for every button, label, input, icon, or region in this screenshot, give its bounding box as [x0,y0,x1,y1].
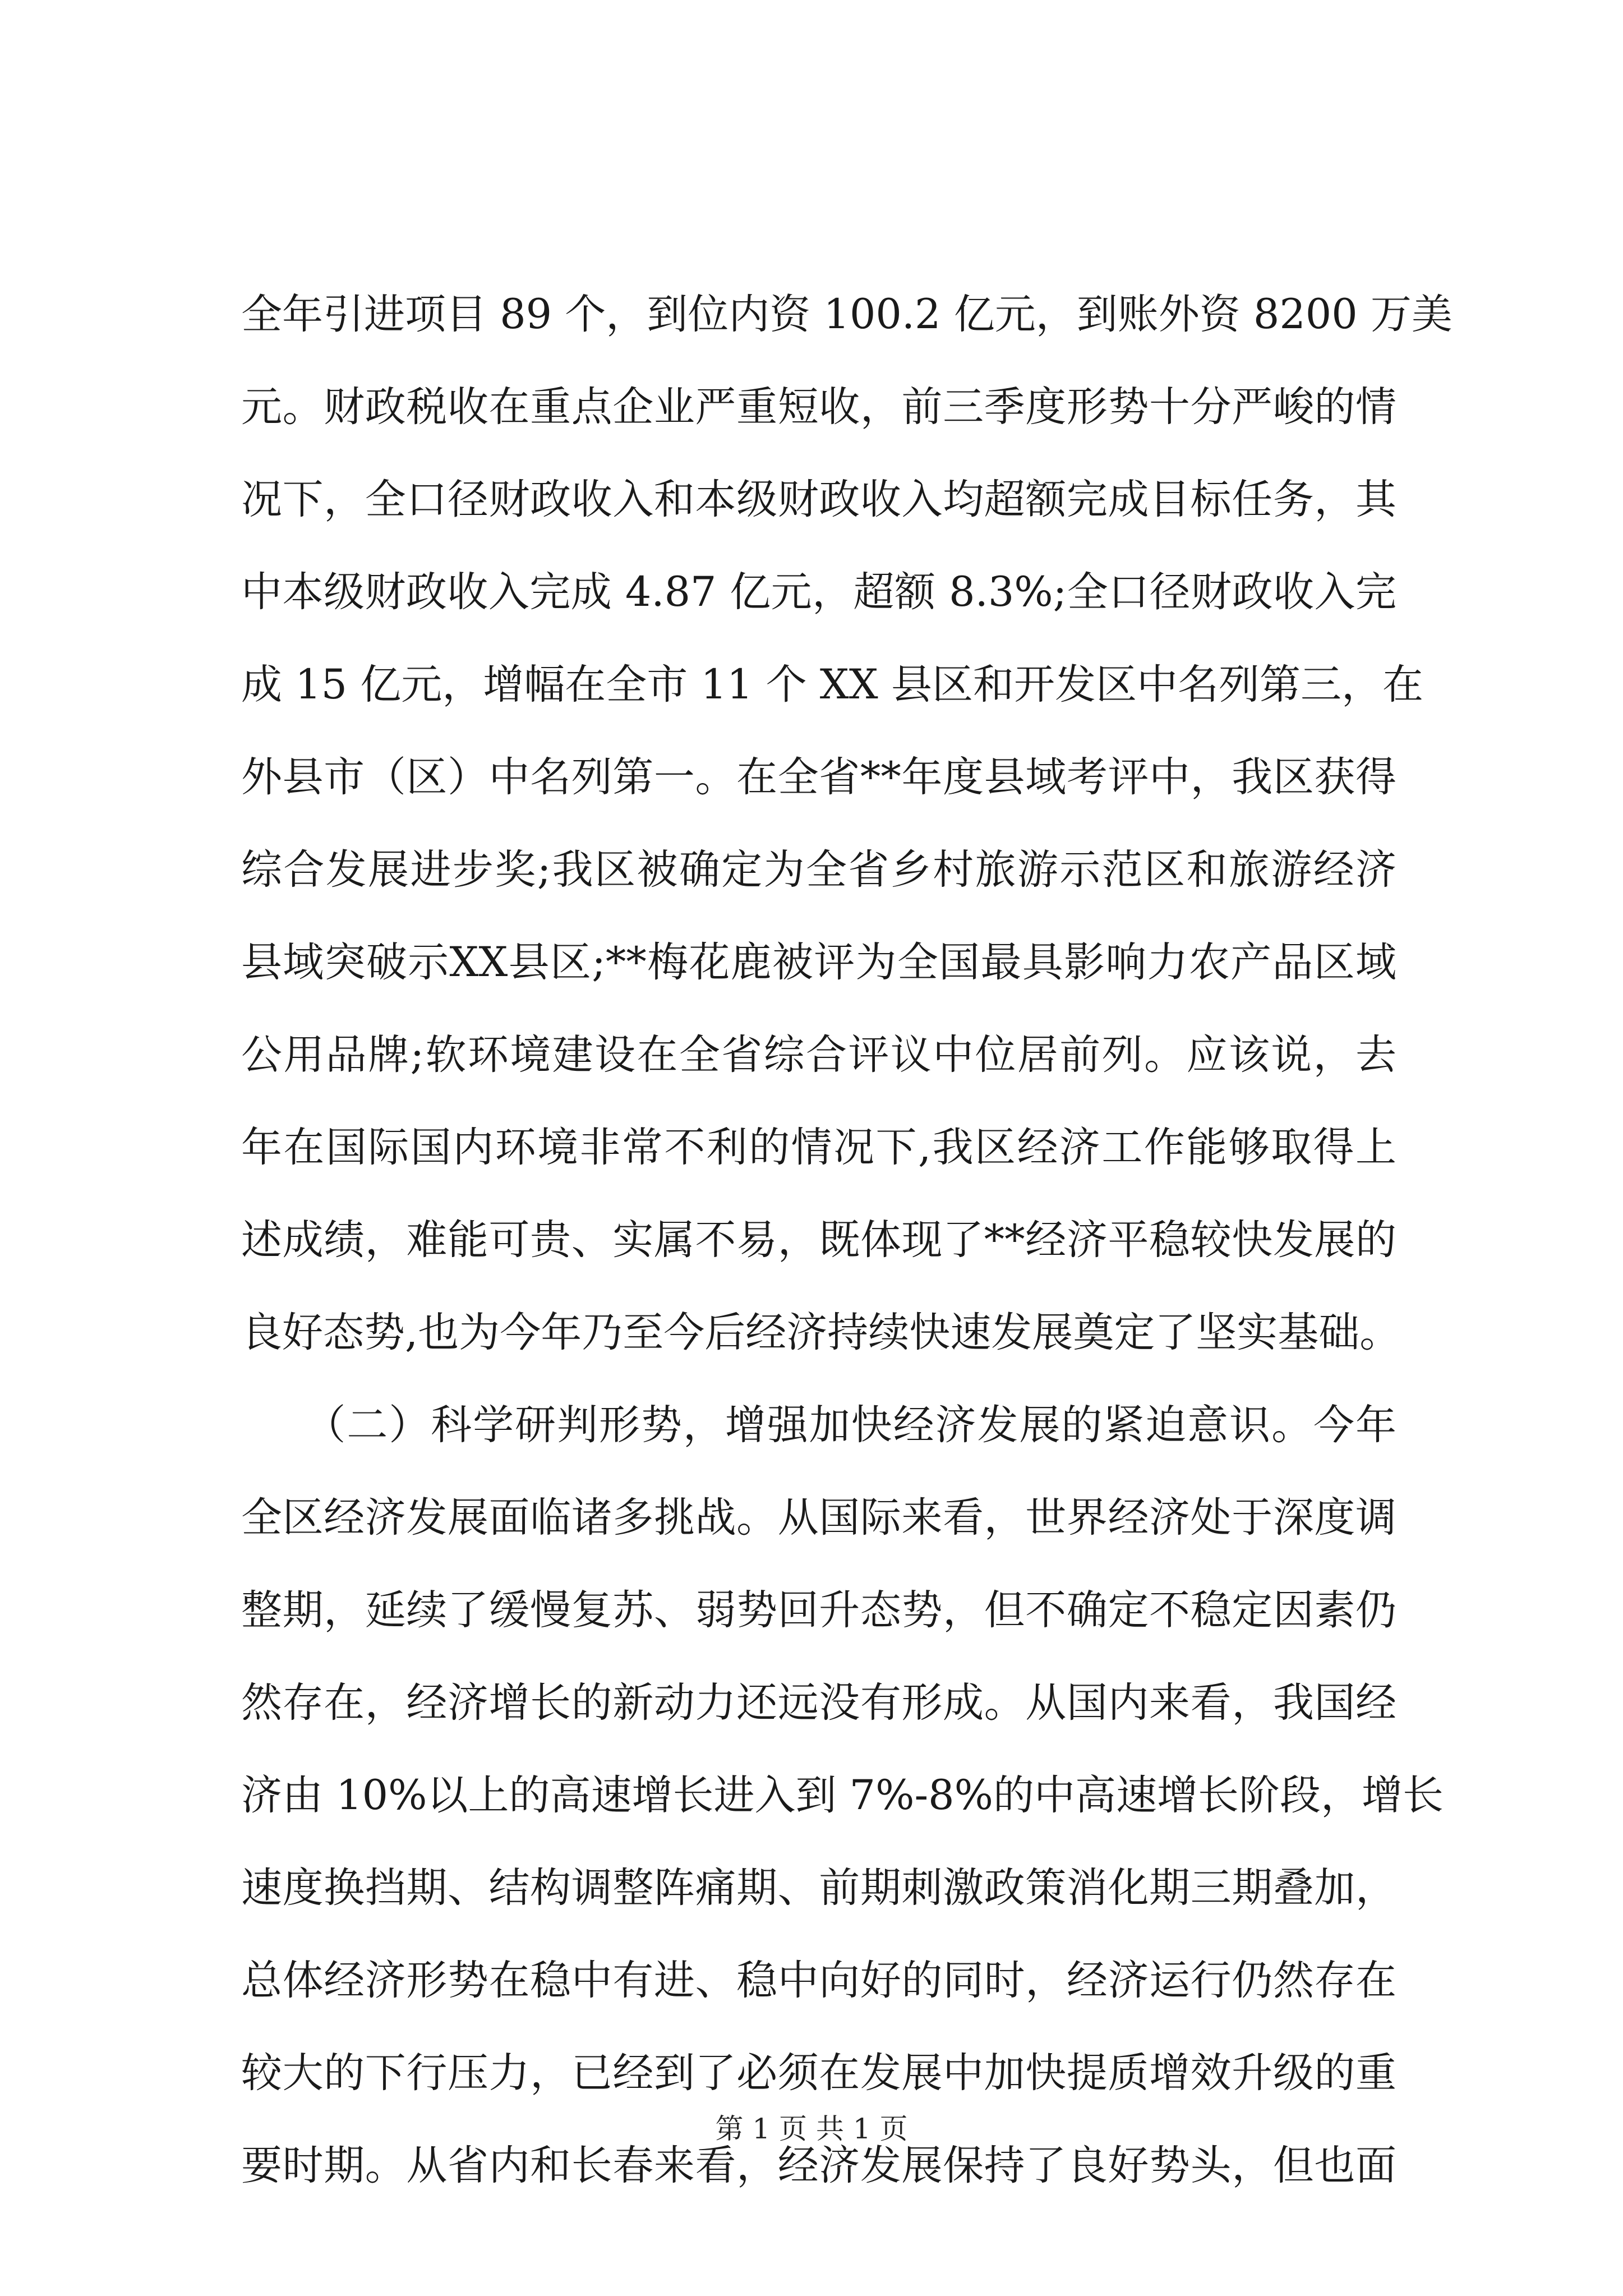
text-line: 县域突破示XX县区;**梅花鹿被评为全国最具影响力农产品区域 [241,938,1396,986]
text-line: 速度换挡期、结构调整阵痛期、前期刺激政策消化期三期叠加， [241,1864,1396,1912]
text-line: 然存在，经济增长的新动力还远没有形成。从国内来看，我国经 [241,1679,1396,1727]
text-line: 整期，延续了缓慢复苏、弱势回升态势，但不确定不稳定因素仍 [241,1586,1396,1634]
text-line: 年在国际国内环境非常不利的情况下,我区经济工作能够取得上 [241,1124,1396,1171]
text-line: 元。财政税收在重点企业严重短收，前三季度形势十分严峻的情 [241,383,1396,431]
text-line: 中本级财政收入完成 4.87 亿元，超额 8.3%;全口径财政收入完 [241,568,1396,616]
text-line: 总体经济形势在稳中有进、稳中向好的同时，经济运行仍然存在 [241,1957,1396,2004]
text-line: 要时期。从省内和长春来看，经济发展保持了良好势头，但也面 [241,2142,1396,2189]
text-line: 外县市（区）中名列第一。在全省**年度县域考评中，我区获得 [241,753,1396,801]
document-body [241,268,1453,2212]
text-line: 公用品牌;软环境建设在全省综合评议中位居前列。应该说，去 [241,1031,1396,1079]
text-line: 全年引进项目 89 个，到位内资 100.2 亿元，到账外资 8200 万美 [241,291,1453,338]
text-line: 良好态势,也为今年乃至今后经济持续快速发展奠定了坚实基础。 [241,1309,1401,1356]
paragraph-heading-line: （二）科学研判形势，增强加快经济发展的紧迫意识。今年 [241,1401,1396,1449]
page-number-footer: 第 1 页 共 1 页 [715,2113,908,2145]
text-line: 述成绩，难能可贵、实属不易，既体现了**经济平稳较快发展的 [241,1216,1396,1264]
text-line: 全区经济发展面临诸多挑战。从国际来看，世界经济处于深度调 [241,1494,1396,1542]
text-line: 成 15 亿元，增幅在全市 11 个 XX 县区和开发区中名列第三，在 [241,661,1423,708]
text-line: 济由 10%以上的高速增长进入到 7%-8%的中高速增长阶段，增长 [241,1772,1444,1819]
text-line: 较大的下行压力，已经到了必须在发展中加快提质增效升级的重 [241,2049,1396,2097]
text-line: 况下，全口径财政收入和本级财政收入均超额完成目标任务，其 [241,476,1396,523]
text-line: 综合发展进步奖;我区被确定为全省乡村旅游示范区和旅游经济 [241,846,1396,894]
